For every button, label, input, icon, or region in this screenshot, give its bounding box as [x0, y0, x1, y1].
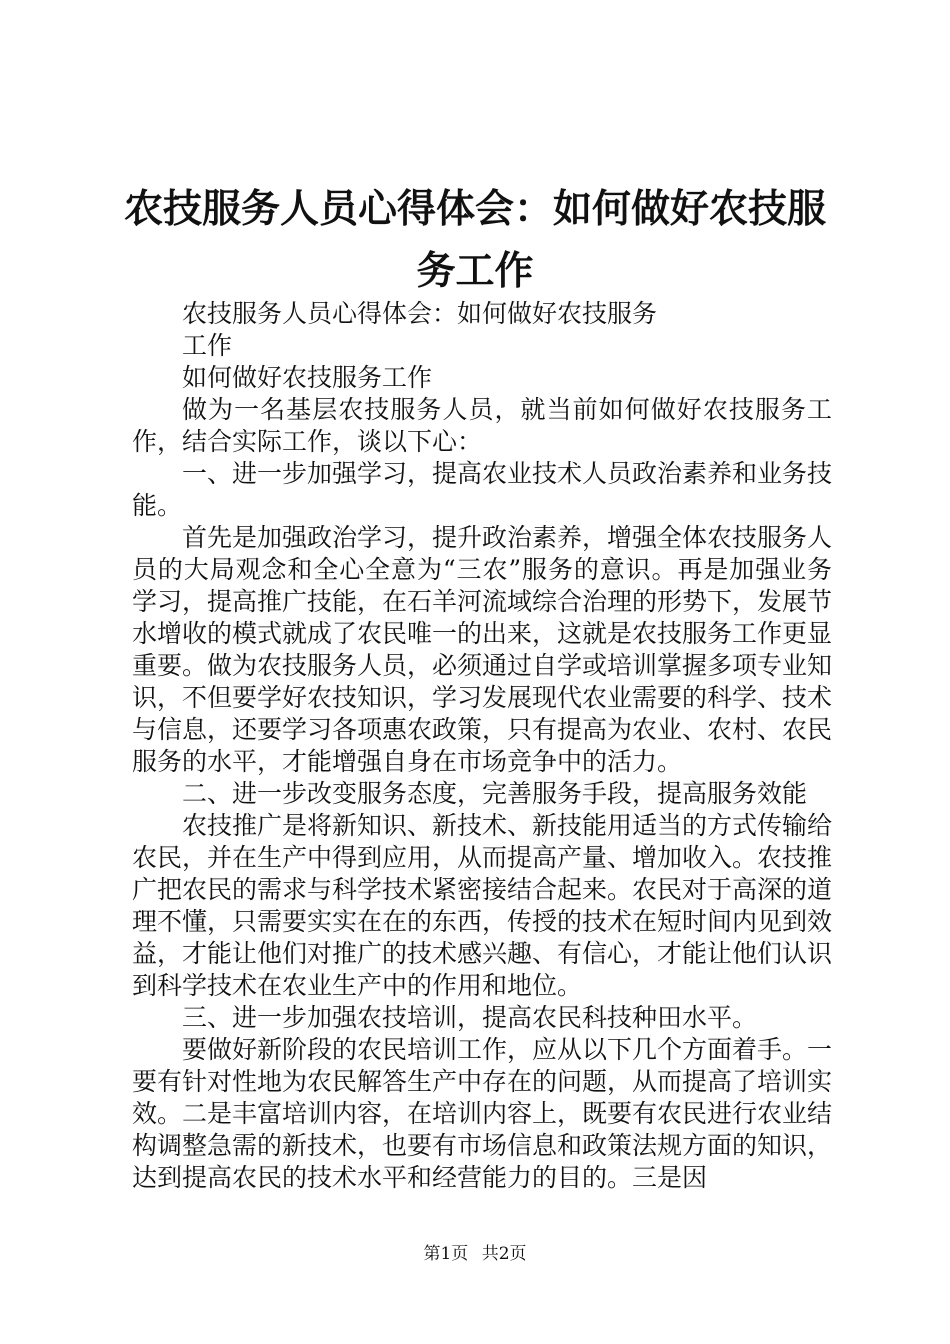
- heading-section-2: 二、进一步改变服务态度，完善服务手段，提高服务效能: [182, 779, 808, 808]
- paragraph-section-2: 农技推广是将新知识、新技术、新技能用适当的方式传输给农民，并在生产中得到应用，从而提高产量、增加收入。农技推广把农民的需求与科学技术紧密接结合起来。农民对于高深的道理不懂，只需要实实在在的东西，传授的技术在短时间内见到效益，才能让他们对推广的技术感兴趣、有信心，才能让他们认识到科学技术在农业生产中的作用和地位。: [132, 811, 833, 1000]
- page-number: 第1页: [423, 1244, 469, 1264]
- page-footer: [0, 1242, 950, 1266]
- paragraph-section-3: 要做好新阶段的农民培训工作，应从以下几个方面着手。一要有针对性地为农民解答生产中存在的问题，从而提高了培训实效。二是丰富培训内容，在培训内容上，既要有农民进行农业结构调整急需的新技术，也要有市场信息和政策法规方面的知识，达到提高农民的技术水平和经营能力的目的。三是因: [132, 1035, 833, 1192]
- paragraph-intro: 做为一名基层农技服务人员，就当前如何做好农技服务工作，结合实际工作，谈以下心：: [132, 395, 832, 456]
- document-body: [132, 298, 832, 1194]
- heading-section-3: 三、进一步加强农技培训，提高农民科技种田水平。: [182, 1003, 758, 1032]
- document-title: 农技服务人员心得体会：如何做好农技服务工作: [123, 186, 826, 294]
- heading-section-1: 一、进一步加强学习，提高农业技术人员政治素养和业务技能。: [132, 459, 833, 520]
- subtitle-line-3: 如何做好农技服务工作: [182, 363, 433, 392]
- subtitle-line-2: 工作: [182, 331, 233, 360]
- paragraph-section-1: 首先是加强政治学习，提升政治素养，增强全体农技服务人员的大局观念和全心全意为“三农”服务的意识。再是加强业务学习，提高推广技能，在石羊河流域综合治理的形势下，发展节水增收的模式就成了农民唯一的出来，这就是农技服务工作更显重要。做为农技服务人员，必须通过自学或培训掌握多项专业知识，不但要学好农技知识，学习发展现代农业需要的科学、技术与信息，还要学习各项惠农政策，只有提高为农业、农村、农民服务的水平，才能增强自身在市场竞争中的活力。: [132, 523, 833, 776]
- page-total: 共2页: [481, 1244, 527, 1264]
- subtitle-line-1: 农技服务人员心得体会：如何做好农技服务: [182, 299, 658, 328]
